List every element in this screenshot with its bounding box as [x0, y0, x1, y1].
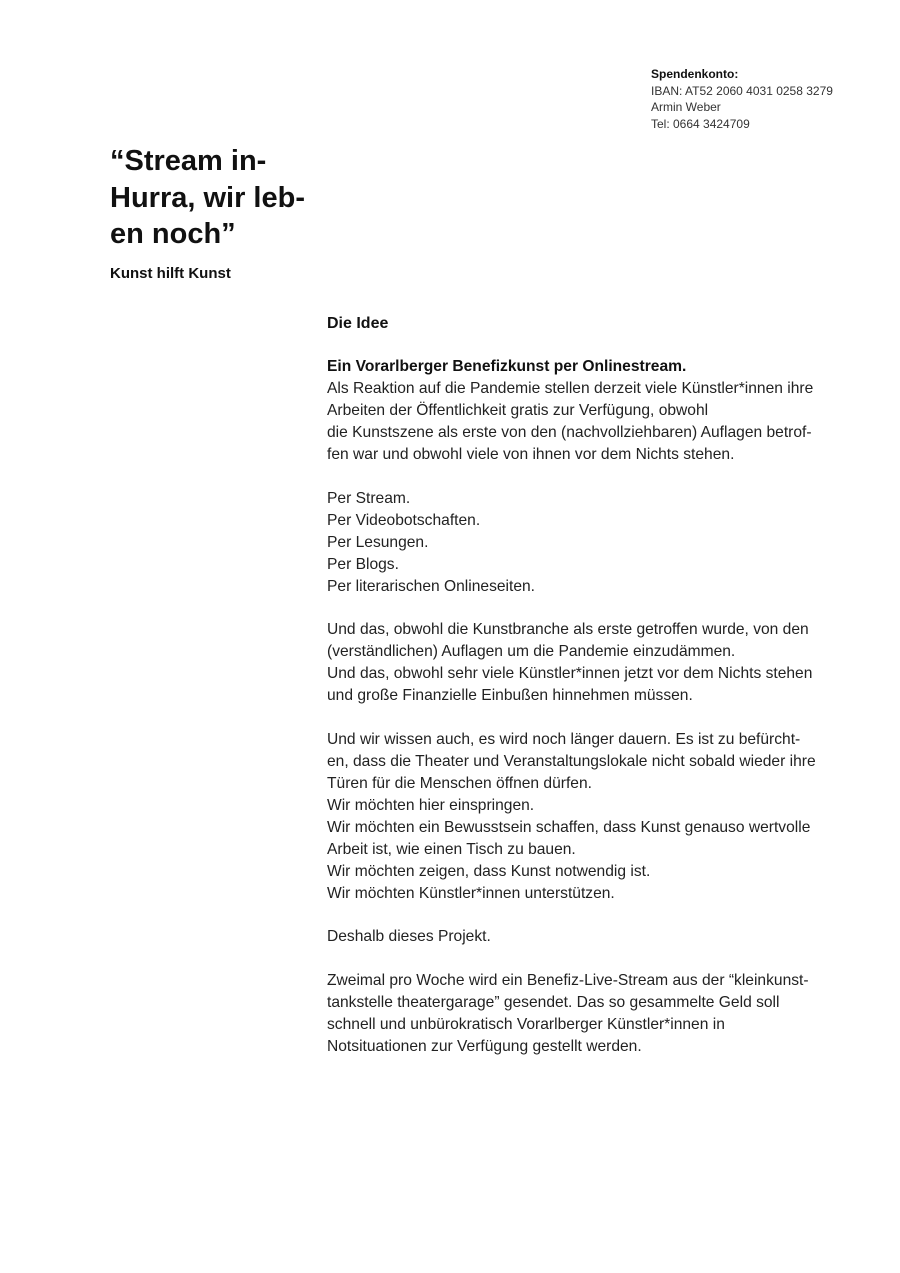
text-line: tankstelle theatergarage” gesendet. Das so gesammelte Geld soll: [327, 993, 780, 1011]
text-line: Per Videobotschaften.: [327, 511, 481, 529]
paragraph: [327, 619, 847, 707]
title-line: “Stream in-: [110, 145, 267, 177]
text-line: en, dass die Theater und Veranstaltungslokale nicht sobald wieder ihre: [327, 752, 816, 770]
text-line: Deshalb dieses Projekt.: [327, 928, 491, 945]
text-line: (verständlichen) Auflagen um die Pandemie einzudämmen.: [327, 643, 736, 660]
title-line: Hurra, wir leb-: [110, 181, 305, 214]
text-line: und große Finanzielle Einbußen hinnehmen müssen.: [327, 687, 693, 704]
text-line: Per Lesungen.: [327, 533, 429, 551]
paragraph: [327, 488, 847, 598]
paragraph: [327, 729, 847, 905]
text-line: Per Stream.: [327, 489, 411, 507]
text-line: Notsituationen zur Verfügung gestellt werden.: [327, 1037, 642, 1055]
text-line: Wir möchten ein Bewusstsein schaffen, dass Kunst genauso wertvolle: [327, 818, 811, 836]
section-heading: Die Idee: [327, 315, 389, 332]
document-title: [110, 143, 340, 253]
text-line: Und das, obwohl sehr viele Künstler*innen jetzt vor dem Nichts stehen: [327, 665, 813, 682]
account-iban: IBAN: AT52 2060 4031 0258 3279: [651, 83, 833, 98]
document-subtitle: Kunst hilft Kunst: [110, 265, 231, 282]
text-line: Per Blogs.: [327, 555, 399, 573]
text-line: Und das, obwohl die Kunstbranche als erste getroffen wurde, von den: [327, 621, 809, 638]
text-line: die Kunstszene als erste von den (nachvollziehbaren) Auflagen betrof-: [327, 424, 812, 441]
text-line: Wir möchten hier einspringen.: [327, 796, 535, 814]
paragraph: [327, 356, 847, 466]
account-holder: Armin Weber: [651, 100, 721, 114]
body-content: [327, 313, 847, 1079]
account-label: Spendenkonto:: [651, 67, 739, 81]
text-line: schnell und unbürokratisch Vorarlberger Künstler*innen in: [327, 1015, 725, 1033]
paragraph: [327, 970, 847, 1058]
text-line: Türen für die Menschen öffnen dürfen.: [327, 774, 592, 792]
text-line: fen war und obwohl viele von ihnen vor dem Nichts stehen.: [327, 446, 735, 463]
text-line: Und wir wissen auch, es wird noch länger dauern. Es ist zu befürcht-: [327, 730, 801, 748]
donation-account: [651, 66, 833, 132]
account-phone: Tel: 0664 3424709: [651, 116, 750, 131]
text-line: Per literarischen Onlineseiten.: [327, 577, 536, 595]
text-line: Als Reaktion auf die Pandemie stellen derzeit viele Künstler*innen ihre: [327, 380, 814, 397]
text-line: Wir möchten Künstler*innen unterstützen.: [327, 884, 615, 902]
lead-sentence: Ein Vorarlberger Benefizkunst per Onlinestream.: [327, 358, 687, 375]
text-line: Arbeiten der Öffentlichkeit gratis zur Verfügung, obwohl: [327, 402, 709, 419]
title-line: en noch”: [110, 218, 236, 250]
paragraph: [327, 926, 847, 948]
text-line: Arbeit ist, wie einen Tisch zu bauen.: [327, 840, 576, 858]
text-line: Zweimal pro Woche wird ein Benefiz-Live-Stream aus der “kleinkunst-: [327, 971, 809, 989]
text-line: Wir möchten zeigen, dass Kunst notwendig ist.: [327, 862, 651, 880]
